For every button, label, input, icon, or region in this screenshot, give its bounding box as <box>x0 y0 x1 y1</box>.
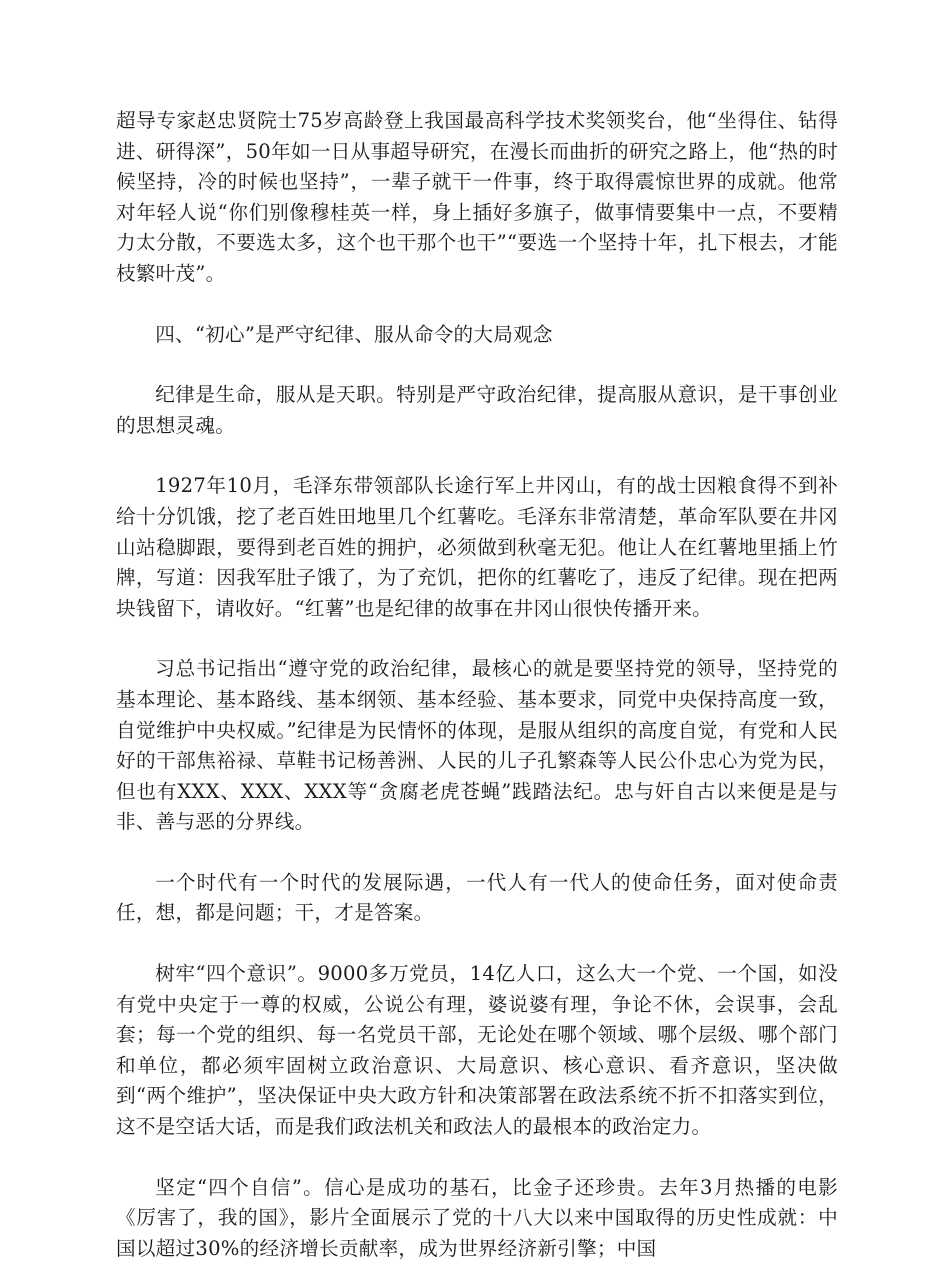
section-heading-4: 四、“初心”是严守纪律、服从命令的大局观念 <box>155 322 553 346</box>
document-body <box>116 106 838 1264</box>
paragraph-era-mission: 一个时代有一个时代的发展际遇，一代人有一代人的使命任务，面对使命责任，想，都是问题；干，才是答案。 <box>116 870 838 925</box>
paragraph-four-confidences: 坚定“四个自信”。信心是成功的基石，比金子还珍贵。去年3月热播的电影《厉害了，我的国》，影片全面展示了党的十八大以来中国取得的历史性成就：中国以超过30%的经济增长贡献率，成为世界经济新引擎；中国 <box>116 1175 838 1260</box>
paragraph-gap <box>116 929 838 959</box>
paragraph-gap <box>116 350 838 380</box>
paragraph-gap <box>116 290 838 320</box>
paragraph-zhao-zhongxian: 超导专家赵忠贤院士75岁高龄登上我国最高科学技术奖领奖台，他“坐得住、钻得进、研得深”，50年如一日从事超导研究，在漫长而曲折的研究之路上，他“热的时候坚持，冷的时候也坚持”，一辈子就干一件事，终于取得震惊世界的成就。他常对年轻人说“你们别像穆桂英一样，身上插好多旗子，做事情要集中一点，不要精力太分散，不要选太多，这个也干那个也干”“要选一个坚持十年，扎下根去，才能枝繁叶茂”。 <box>116 109 838 285</box>
paragraph-gap <box>116 441 838 471</box>
paragraph-discipline-life: 纪律是生命，服从是天职。特别是严守政治纪律，提高服从意识，是干事创业的思想灵魂。 <box>116 383 838 437</box>
paragraph-jinggangshan: 1927年10月，毛泽东带领部队长途行军上井冈山，有的战士因粮食得不到补给十分饥饿，挖了老百姓田地里几个红薯吃。毛泽东非常清楚，革命军队要在井冈山站稳脚跟，要得到老百姓的拥护，必须做到秋毫无犯。他让人在红薯地里插上竹牌，写道：因我军肚子饿了，为了充饥，把你的红薯吃了，违反了纪律。现在把两块钱留下，请收好。“红薯”也是纪律的故事在井冈山很快传播开来。 <box>116 474 838 620</box>
paragraph-gap <box>116 1143 838 1173</box>
paragraph-four-consciousness: 树牢“四个意识”。9000多万党员，14亿人口，这么大一个党、一个国，如没有党中央定于一尊的权威，公说公有理，婆说婆有理，争论不休，会误事，会乱套；每一个党的组织、每一名党员干部，无论处在哪个领域、哪个层级、哪个部门和单位，都必须牢固树立政治意识、大局意识、核心意识、看齐意识，坚决做到“两个维护”，坚决保证中央大政方针和决策部署在政法系统不折不扣落实到位，这不是空话大话，而是我们政法机关和政法人的最根本的政治定力。 <box>116 962 838 1139</box>
paragraph-gap <box>116 838 838 868</box>
paragraph-political-discipline: 习总书记指出“遵守党的政治纪律，最核心的就是要坚持党的领导，坚持党的基本理论、基本路线、基本纲领、基本经验、基本要求，同党中央保持高度一致，自觉维护中央权威。”纪律是为民情怀的体现，是服从组织的高度自觉，有党和人民好的干部焦裕禄、草鞋书记杨善洲、人民的儿子孔繁森等人民公仆忠心为党为民，但也有XXX、XXX、XXX等“贪腐老虎苍蝇”践踏法纪。忠与奸自古以来便是是与非、善与恶的分界线。 <box>116 657 838 834</box>
paragraph-gap <box>116 624 838 654</box>
